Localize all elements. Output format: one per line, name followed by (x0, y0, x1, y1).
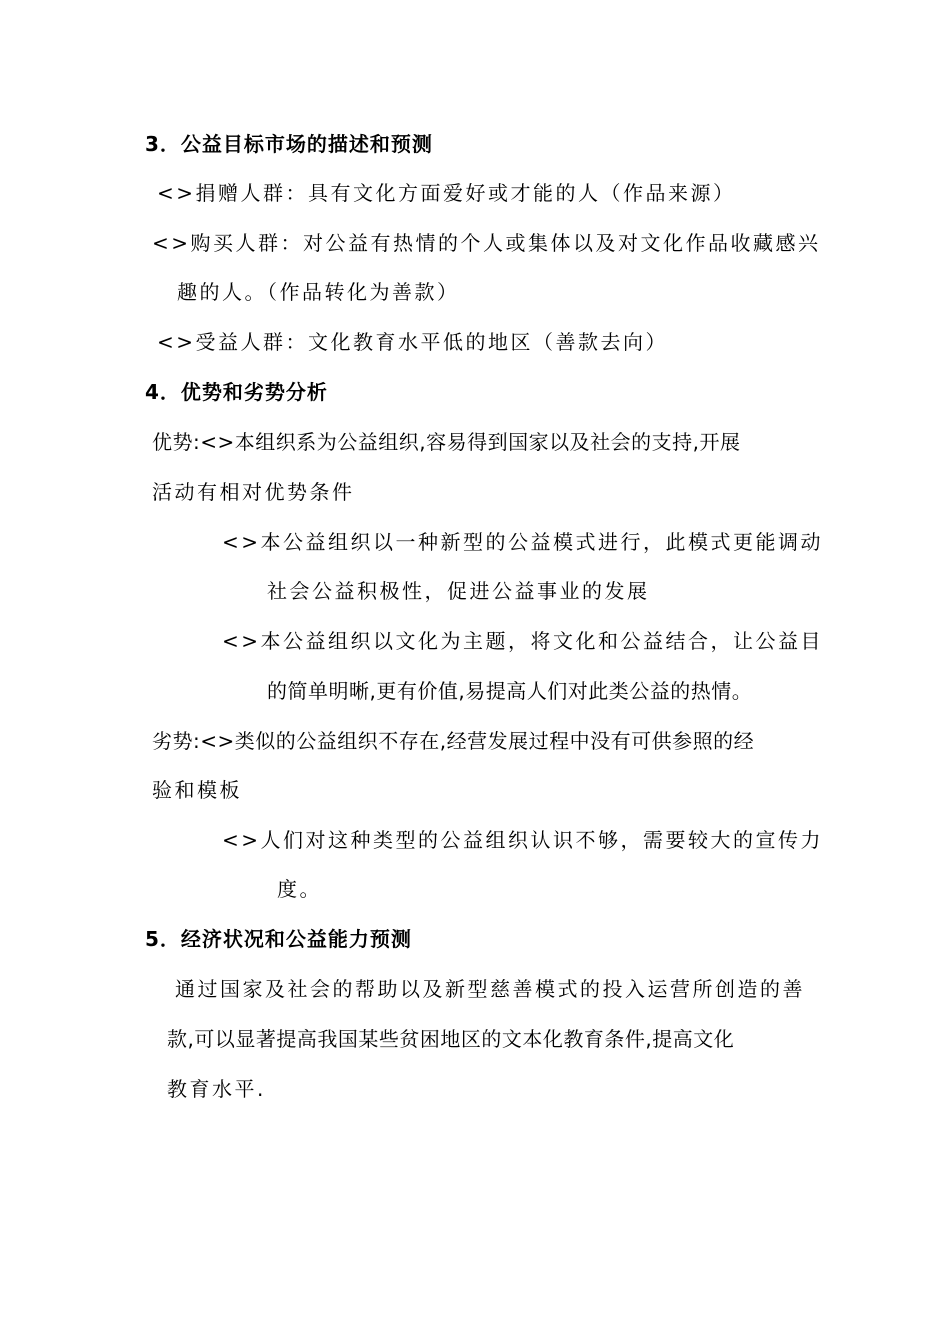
section5-body-line-3: 教育水平. (167, 1077, 266, 1101)
disadvantage-line-1a: 劣势:<>类似的公益组织不存在,经营发展过程中没有可供参照的经 (152, 729, 755, 753)
disadvantage-line-2a: <>人们对这种类型的公益组织认识不够，需要较大的宣传力 (222, 828, 824, 852)
advantage-line-1b: 活动有相对优势条件 (152, 480, 355, 504)
section5-body-line-2: 款,可以显著提高我国某些贫困地区的文本化教育条件,提高文化 (167, 1027, 735, 1051)
buyers-line-1: <>购买人群：对公益有热情的个人或集体以及对文化作品收藏感兴 (152, 231, 821, 255)
disadvantage-line-2b: 度。 (277, 877, 322, 901)
advantage-line-3b: 的简单明晰,更有价值,易提高人们对此类公益的热情。 (267, 679, 753, 703)
donors-line: <>捐赠人群：具有文化方面爱好或才能的人（作品来源） (157, 181, 736, 205)
advantage-line-1a: 优势:<>本组织系为公益组织,容易得到国家以及社会的支持,开展 (152, 430, 741, 454)
advantage-line-2a: <>本公益组织以一种新型的公益模式进行，此模式更能调动 (222, 530, 824, 554)
section4-heading: 4．优势和劣势分析 (145, 380, 328, 404)
section5-heading: 5．经济状况和公益能力预测 (145, 927, 412, 951)
buyers-line-2: 趣的人。（作品转化为善款） (177, 280, 460, 304)
beneficiaries-line: <>受益人群：文化教育水平低的地区（善款去向） (157, 330, 669, 354)
section3-heading: 3．公益目标市场的描述和预测 (145, 132, 433, 156)
disadvantage-line-1b: 验和模板 (152, 778, 242, 802)
section5-body-line-1: 通过国家及社会的帮助以及新型慈善模式的投入运营所创造的善 (175, 977, 805, 1001)
advantage-line-2b: 社会公益积极性，促进公益事业的发展 (267, 579, 650, 603)
advantage-line-3a: <>本公益组织以文化为主题，将文化和公益结合，让公益目 (222, 629, 824, 653)
